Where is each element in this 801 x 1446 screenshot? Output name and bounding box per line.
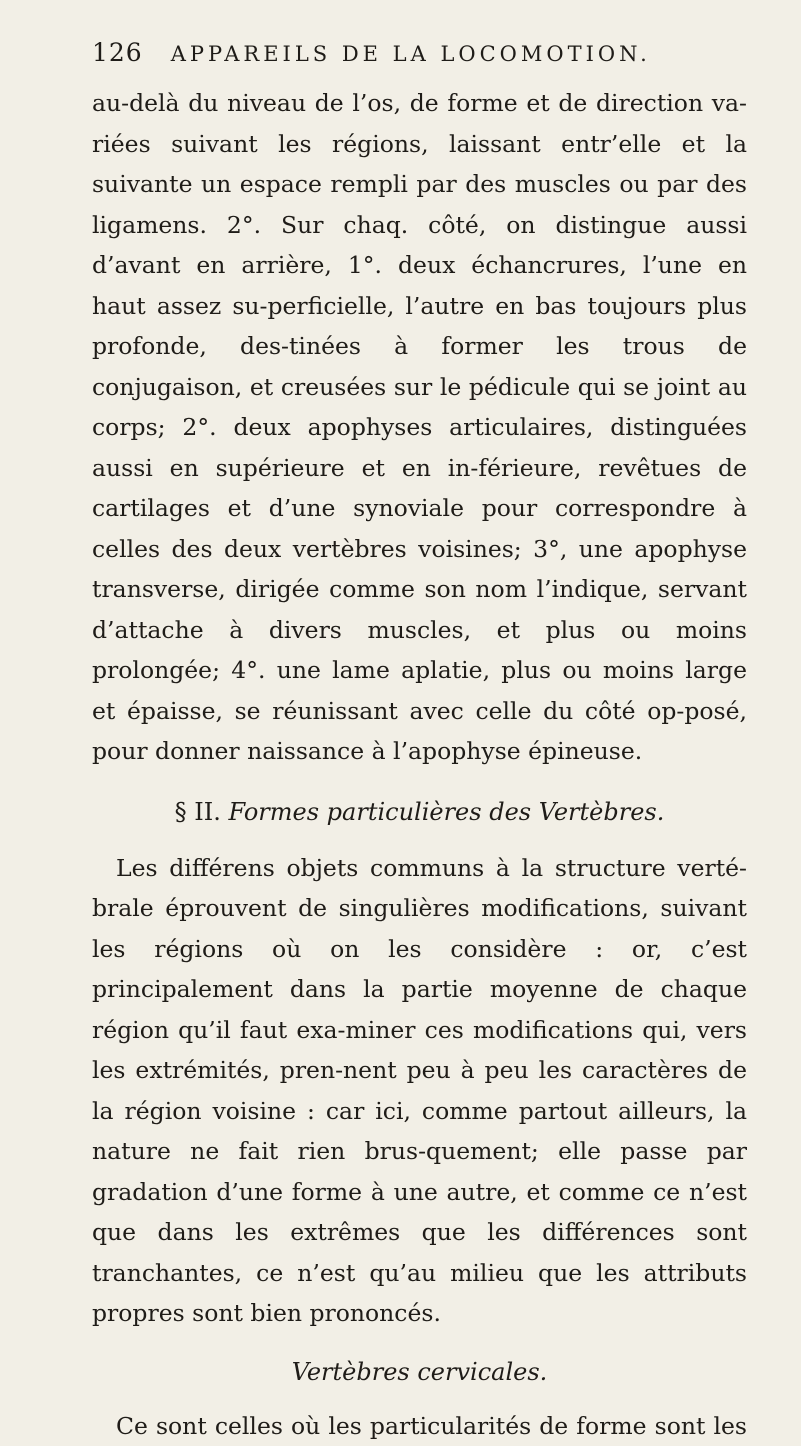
page-number: 126: [92, 38, 143, 67]
running-title: APPAREILS DE LA LOCOMOTION.: [171, 42, 651, 66]
section-heading: [92, 794, 747, 830]
book-page: [92, 38, 747, 1446]
subsection-heading: Vertèbres cervicales.: [92, 1354, 747, 1390]
section-title: Formes particulières des Vertèbres.: [229, 798, 665, 826]
body-paragraph-3-fragment: Ce sont celles où les particularités de forme sont les: [92, 1406, 747, 1446]
running-head: [92, 38, 747, 67]
section-number: § II.: [175, 798, 221, 826]
body-paragraph-2: Les différens objets communs à la structure verté-brale éprouvent de singulières modifications, suivant les régions où on les considère : or, c’est principalement dans la partie moyenne de chaque région qu’il faut exa-miner ces modifications qui, vers les extrémités, pren-nent peu à peu les caractères de la région voisine : car ici, comme partout ailleurs, la nature ne fait rien brus-quement; elle passe par gradation d’une forme à une autre, et comme ce n’est que dans les extrêmes que les différences sont tranchantes, ce n’est qu’au milieu que les attributs propres sont bien prononcés.: [92, 848, 747, 1334]
body-paragraph-1: au-delà du niveau de l’os, de forme et de direction va-riées suivant les régions, laissant entr’elle et la suivante un espace rempli par des muscles ou par des ligamens. 2°. Sur chaq. côté, on distingue aussi d’avant en arrière, 1°. deux échancrures, l’une en haut assez su-perficielle, l’autre en bas toujours plus profonde, des-tinées à former les trous de conjugaison, et creusées sur le pédicule qui se joint au corps; 2°. deux apophyses articulaires, distinguées aussi en supérieure et en in-férieure, revêtues de cartilages et d’une synoviale pour correspondre à celles des deux vertèbres voisines; 3°, une apophyse transverse, dirigée comme son nom l’indique, servant d’attache à divers muscles, et plus ou moins prolongée; 4°. une lame aplatie, plus ou moins large et épaisse, se réunissant avec celle du côté op-posé, pour donner naissance à l’apophyse épineuse.: [92, 83, 747, 772]
